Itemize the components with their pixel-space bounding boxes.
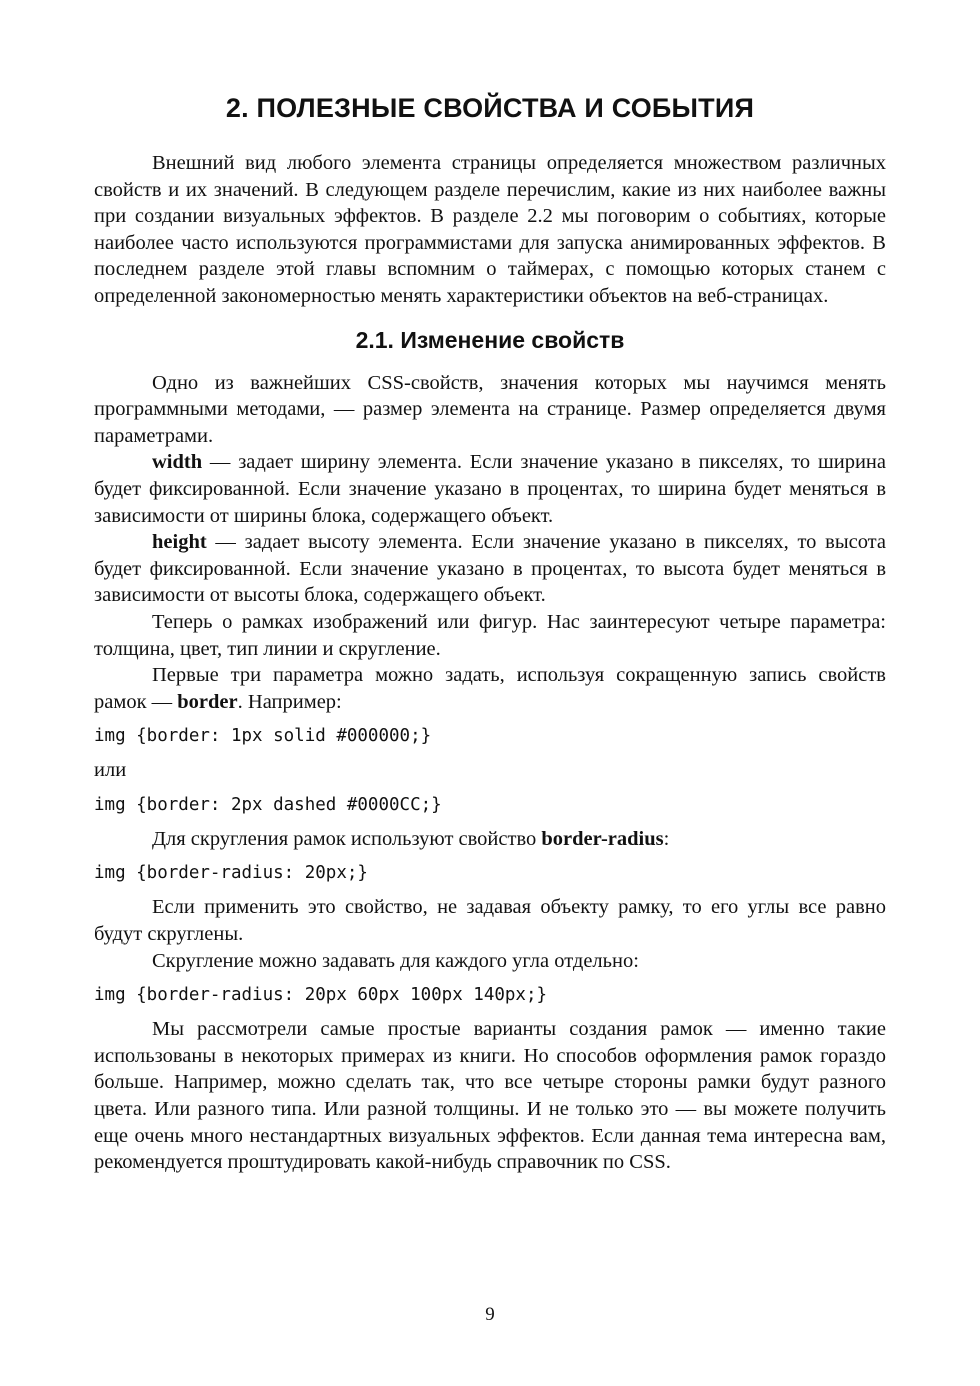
height-term: height: [152, 531, 207, 554]
border-intro-paragraph: [94, 662, 886, 715]
width-text: — задает ширину элемента. Если значение указано в пикселях, то ширина будет фиксированной. Если значение указано в процентах, то ширина будет меняться в зависимости от ширины блока, содержащего объект.: [94, 451, 886, 527]
chapter-title: 2. ПОЛЕЗНЫЕ СВОЙСТВА И СОБЫТИЯ: [225, 93, 755, 123]
radius-term: border-radius: [541, 827, 664, 850]
border-intro-after: . Например:: [237, 690, 342, 713]
frames-paragraph: Теперь о рамках изображений или фигур. Нас заинтересуют четыре параметра: толщина, цвет, тип линии и скругление.: [94, 610, 886, 660]
height-text: — задает высоту элемента. Если значение указано в пикселях, то высота будет фиксированной. Если значение указано в процентах, то высота будет меняться в зависимости от высоты блока, содержащего объект.: [94, 531, 886, 607]
border-intro-before: Первые три параметра можно задать, используя сокращенную запись свойств рамок —: [94, 664, 886, 713]
intro-paragraph: Внешний вид любого элемента страницы определяется множеством различных свойств и их значений. В следующем разделе перечислим, какие из них наиболее важны при создании визуальных эффектов. В разделе 2.2 мы поговорим о событиях, которые наиболее часто используются программистами для запуска анимированных эффектов. В последнем разделе этой главы вспомним о таймерах, с помощью которых станем с определенной закономерностью менять характеристики объектов на веб-страницах.: [94, 152, 886, 307]
corners-paragraph: Скругление можно задавать для каждого угла отдельно:: [152, 949, 639, 972]
code-example-border-radius: img {border-radius: 20px;}: [94, 863, 368, 884]
size-paragraph: Одно из важнейших CSS-свойств, значения которых мы научимся менять программными методами, — размер элемента на странице. Размер определяется двумя параметрами.: [94, 371, 886, 447]
radius-note-paragraph: Если применить это свойство, не задавая объекту рамку, то его углы все равно будут скруглены.: [94, 896, 886, 946]
page-number: 9: [485, 1304, 495, 1325]
or-word: или: [94, 759, 127, 782]
radius-intro-paragraph: [94, 826, 886, 853]
radius-intro-before: Для скругления рамок используют свойство: [152, 827, 542, 850]
section-title: 2.1. Изменение свойств: [355, 326, 625, 353]
border-term: border: [177, 690, 238, 713]
width-paragraph: [94, 449, 886, 529]
height-paragraph: [94, 529, 886, 609]
width-term: width: [152, 451, 203, 474]
conclusion-paragraph: Мы рассмотрели самые простые варианты создания рамок — именно такие использованы в некоторых примерах из книги. Но способов оформления рамок гораздо больше. Например, можно сделать так, что все четыре стороны рамки будут разного цвета. Или разного типа. Или разной толщины. И не только это — вы можете получить еще очень много нестандартных визуальных эффектов. Если данная тема интересна вам, рекомендуется проштудировать какой-нибудь справочник по CSS.: [94, 1018, 886, 1174]
page-content: [94, 88, 886, 1176]
code-example-border-dashed: img {border: 2px dashed #0000CC;}: [94, 794, 442, 815]
code-example-border-radius-corners: img {border-radius: 20px 60px 100px 140px;}: [94, 985, 548, 1006]
code-example-border-solid: img {border: 1px solid #000000;}: [94, 726, 432, 747]
radius-intro-after: :: [663, 827, 670, 850]
